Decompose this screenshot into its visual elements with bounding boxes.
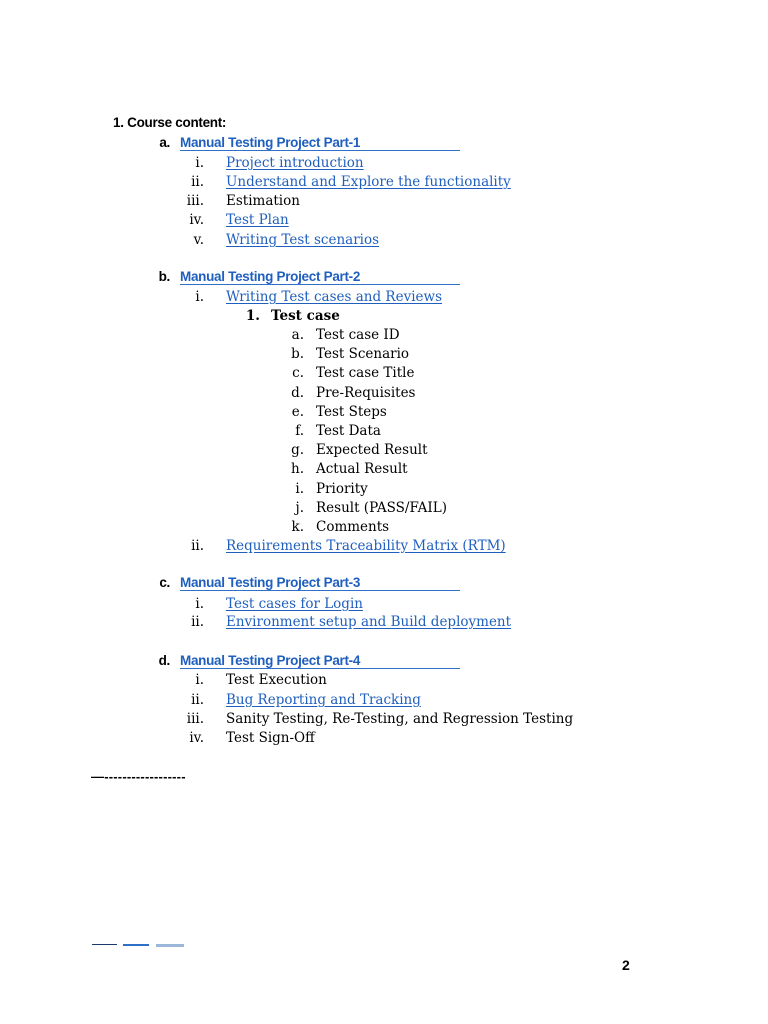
item-number: iv.	[189, 212, 204, 228]
field-item: Result (PASS/FAIL)	[316, 500, 447, 516]
field-item: Test Data	[316, 423, 381, 439]
field-letter: a.	[291, 327, 304, 343]
field-letter: k.	[291, 519, 304, 535]
heading-number: 1.	[113, 115, 124, 130]
link-test-plan[interactable]: Test Plan	[226, 212, 289, 228]
item-number: i.	[195, 596, 204, 612]
separator-dashes: —------------------	[91, 769, 186, 784]
field-letter: j.	[295, 500, 304, 516]
item-sanity-testing: Sanity Testing, Re-Testing, and Regression Testing	[226, 711, 574, 727]
item-number: ii.	[191, 692, 204, 708]
page-number: 2	[622, 957, 630, 973]
item-number: iii.	[186, 711, 204, 727]
link-project-introduction[interactable]: Project introduction	[226, 155, 364, 171]
item-estimation: Estimation	[226, 193, 300, 209]
item-number: iv.	[189, 730, 204, 746]
item-number: i.	[195, 672, 204, 688]
field-letter: f.	[295, 423, 304, 439]
field-item: Priority	[316, 481, 368, 497]
field-letter: i.	[295, 481, 304, 497]
course-content-heading	[113, 113, 226, 133]
field-letter: g.	[291, 442, 304, 458]
item-number: iii.	[186, 193, 204, 209]
footer-bar-dark	[92, 944, 117, 945]
sub-number: 1.	[245, 308, 260, 324]
field-item: Expected Result	[316, 442, 428, 458]
section-underline	[180, 668, 460, 669]
section-underline	[180, 150, 460, 151]
field-item: Pre-Requisites	[316, 385, 416, 401]
section-letter: a.	[159, 135, 170, 150]
item-test-execution: Test Execution	[226, 672, 327, 688]
field-item: Test Scenario	[316, 346, 410, 362]
sub-title-test-case: Test case	[271, 308, 340, 324]
section-title-part-4[interactable]: Manual Testing Project Part-4	[180, 653, 361, 668]
link-test-cases-login[interactable]: Test cases for Login	[226, 596, 363, 612]
link-rtm[interactable]: Requirements Traceability Matrix (RTM)	[226, 538, 506, 554]
item-number: i.	[195, 155, 204, 171]
field-letter: d.	[291, 385, 304, 401]
footer-bar-blue	[123, 944, 149, 946]
link-writing-test-cases[interactable]: Writing Test cases and Reviews	[226, 289, 442, 305]
footer-bar-light	[156, 944, 184, 947]
link-writing-test-scenarios[interactable]: Writing Test scenarios	[226, 232, 380, 248]
item-number: v.	[193, 232, 204, 248]
section-letter: b.	[158, 269, 170, 284]
section-underline	[180, 284, 460, 285]
section-title-part-3[interactable]: Manual Testing Project Part-3	[180, 575, 361, 590]
link-understand-functionality[interactable]: Understand and Explore the functionality	[226, 174, 511, 190]
field-letter: e.	[291, 404, 304, 420]
field-letter: c.	[292, 365, 304, 381]
link-environment-setup[interactable]: Environment setup and Build deployment	[226, 614, 512, 630]
item-number: ii.	[191, 538, 204, 554]
item-number: ii.	[191, 174, 204, 190]
item-test-sign-off: Test Sign-Off	[226, 730, 315, 746]
field-item: Test case ID	[316, 327, 400, 343]
section-title-part-2[interactable]: Manual Testing Project Part-2	[180, 269, 361, 284]
field-item: Test case Title	[316, 365, 415, 381]
section-title-part-1[interactable]: Manual Testing Project Part-1	[180, 135, 361, 150]
heading-text: Course content:	[127, 115, 227, 130]
field-item: Actual Result	[316, 461, 408, 477]
field-item: Comments	[316, 519, 390, 535]
field-letter: b.	[291, 346, 304, 362]
section-underline	[180, 590, 460, 591]
item-number: ii.	[191, 614, 204, 630]
section-letter: c.	[159, 575, 170, 590]
field-letter: h.	[291, 461, 304, 477]
field-item: Test Steps	[316, 404, 387, 420]
link-bug-reporting[interactable]: Bug Reporting and Tracking	[226, 692, 421, 708]
section-letter: d.	[158, 653, 170, 668]
item-number: i.	[195, 289, 204, 305]
